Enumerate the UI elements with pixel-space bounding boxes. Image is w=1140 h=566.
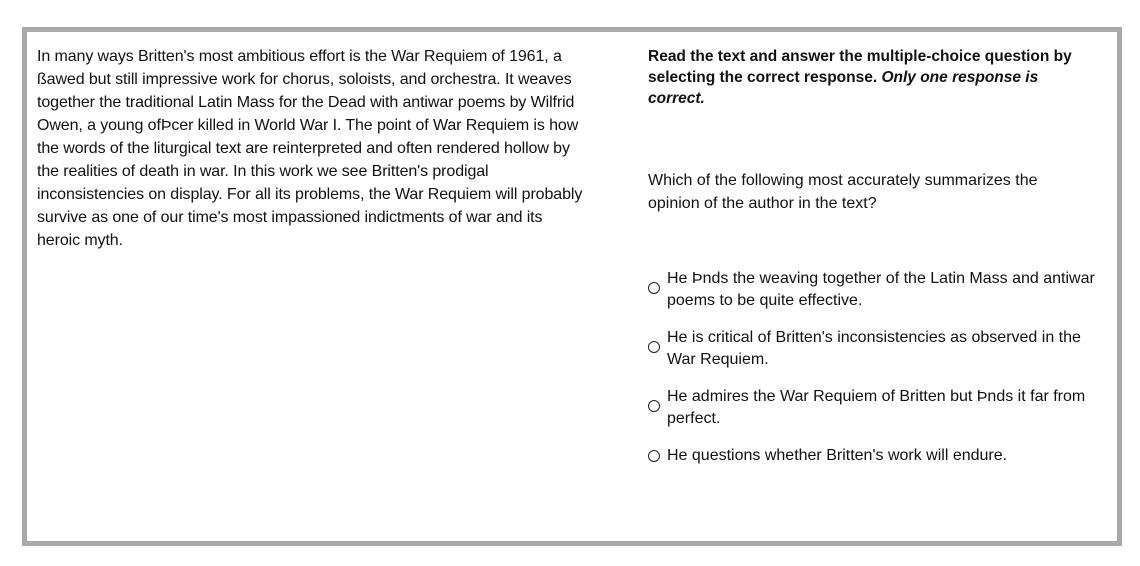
instructions-emphasis: Only one response is correct. [648,69,1039,107]
answer-option-label: He Þnds the weaving together of the Latin Mass and antiwar poems to be quite effective. [667,270,1095,309]
answer-options [648,268,1098,482]
instructions-main: Read the text and answer the multiple-choice question by selecting the correct response. [648,48,1072,86]
radio-button-icon[interactable] [648,282,660,294]
question-prompt: Which of the following most accurately summarizes the opinion of the author in the text? [648,172,1038,212]
answer-option-c[interactable] [648,386,1098,430]
answer-option-label: He admires the War Requiem of Britten but Þnds it far from perfect. [667,388,1086,427]
instructions [648,46,1098,109]
radio-button-icon[interactable] [648,341,660,353]
radio-button-icon[interactable] [648,450,660,462]
answer-option-b[interactable] [648,327,1098,371]
question-panel [648,46,1098,464]
answer-option-label: He is critical of Britten's inconsistencies as observed in the War Requiem. [667,329,1081,368]
radio-button-icon[interactable] [648,400,660,412]
answer-option-a[interactable] [648,268,1098,312]
answer-option-label: He questions whether Britten's work will endure. [667,447,1008,464]
answer-option-d[interactable] [648,445,1098,467]
reading-passage: In many ways Britten's most ambitious effort is the War Requiem of 1961, a ßawed but still impressive work for chorus, soloists, and orchestra. It weaves together the traditional Latin Mass for the Dead with antiwar poems by Wilfrid Owen, a young ofÞcer killed in World War I. The point of War Requiem is how the words of the liturgical text are reinterpreted and often rendered hollow by the realities of death in war. In this work we see Britten's prodigal inconsistencies on display. For all its problems, the War Requiem will probably survive as one of our time's most impassioned indictments of war and its heroic myth. [37,48,583,249]
question-frame [22,27,1122,546]
